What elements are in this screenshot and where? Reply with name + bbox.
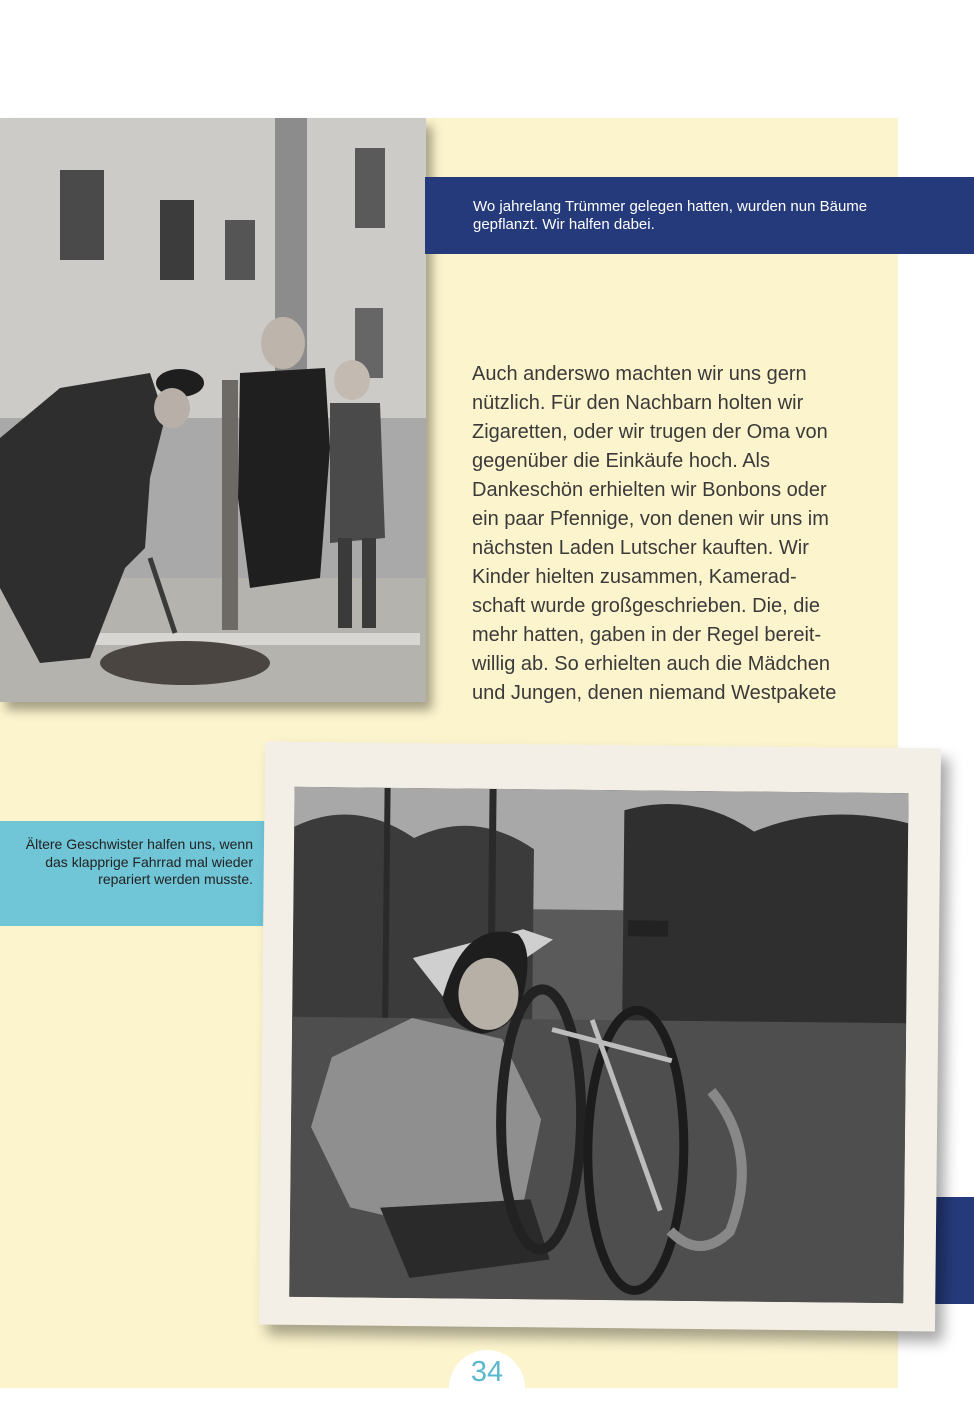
page-number: 34: [470, 1356, 504, 1388]
body-paragraph: Auch anderswo machten wir uns gern nützlich. Für den Nachbarn holten wir Zigaretten, oder wir trugen der Oma von gegenüber die Einkäufe hoch. Als Dankeschön erhielten wir Bonbons oder ein paar Pfennige, von denen wir uns im nächsten Laden Lutscher kauften. Wir Kinder hielten zusammen, Kamerad- schaft wurde großgeschrieben. Die, die mehr hatten, gaben in der Regel bereit- willig ab. So erhielten auch die Mädchen und Jungen, denen niemand Westpakete: [472, 363, 837, 704]
photo-tree-planting: [0, 118, 426, 702]
photo-bicycle-repair: [289, 787, 908, 1303]
caption-top-text: Wo jahrelang Trümmer gelegen hatten, wurden nun Bäume gepflanzt. Wir halfen dabei.: [473, 198, 868, 233]
caption-top-box: [425, 177, 974, 254]
caption-left-box: [0, 821, 280, 926]
caption-left-text: Ältere Geschwister halfen uns, wenn das klapprige Fahrrad mal wieder repariert werden musste.: [25, 836, 253, 887]
photo-frame-deckled: [259, 741, 941, 1331]
